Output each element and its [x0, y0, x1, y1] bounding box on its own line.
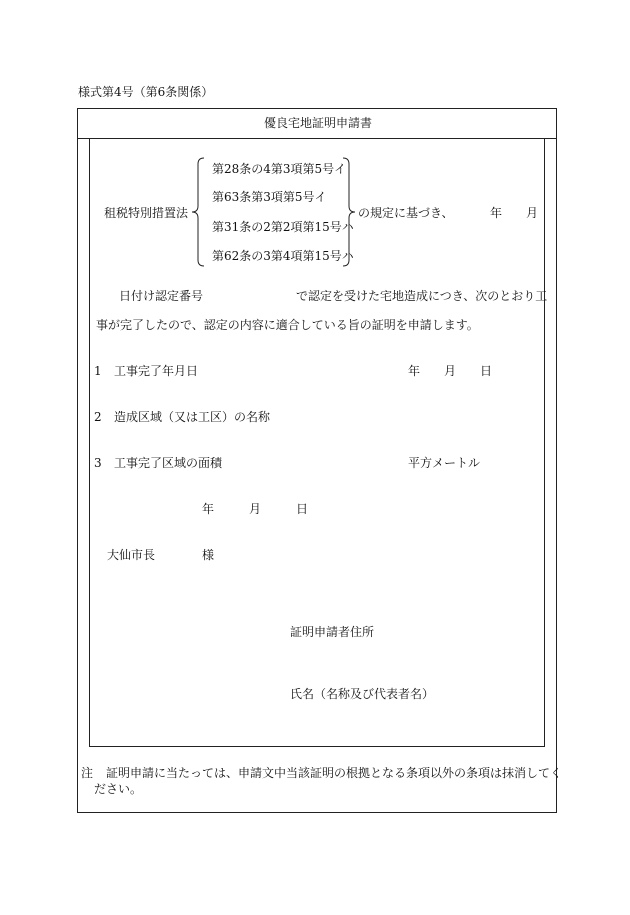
law-clause: 第63条第3項第5号イ — [212, 190, 327, 204]
applicant-address-label: 証明申請者住所 — [290, 625, 375, 639]
item-number: 3 — [94, 456, 102, 470]
law-clause: 第31条の2第2項第15号ハ — [212, 220, 354, 234]
law-clause: 第28条の4第3項第5号イ — [212, 162, 347, 176]
law-month-label: 月 — [526, 206, 539, 220]
applicant-name-label: 氏名（名称及び代表者名） — [290, 687, 435, 701]
item-year-label: 年 — [408, 364, 421, 378]
date-day-label: 日 — [296, 502, 309, 516]
law-clause: 第62条の3第4項第15号ハ — [212, 249, 354, 263]
law-name: 租税特別措置法 — [104, 206, 189, 220]
item-number: 1 — [94, 364, 102, 378]
body-line1-a: 日付け認定番号 — [119, 289, 204, 303]
date-month-label: 月 — [249, 502, 262, 516]
note-line1: 証明申請に当たっては、申請文中当該証明の根拠となる条項以外の条項は抹消してく — [106, 766, 563, 780]
item-label: 工事完了年月日 — [114, 364, 199, 378]
right-brace — [341, 158, 355, 266]
item-month-label: 月 — [444, 364, 457, 378]
law-year-label: 年 — [490, 206, 503, 220]
addressee-honorific: 様 — [202, 548, 215, 562]
left-brace — [192, 158, 206, 266]
body-line1-b: で認定を受けた宅地造成につき、次のとおり工 — [296, 289, 548, 303]
area-unit: 平方メートル — [408, 456, 481, 470]
item-label: 造成区域（又は工区）の名称 — [114, 410, 271, 424]
form-label: 様式第4号（第6条関係） — [78, 85, 214, 99]
item-day-label: 日 — [480, 364, 493, 378]
date-year-label: 年 — [202, 502, 215, 516]
note-line2: ださい。 — [94, 782, 143, 796]
law-suffix: の規定に基づき、 — [358, 206, 454, 220]
item-label: 工事完了区域の面積 — [114, 456, 223, 470]
note-mark: 注 — [81, 766, 94, 780]
page-title: 優良宅地証明申請書 — [264, 116, 373, 130]
body-line2: 事が完了したので、認定の内容に適合している旨の証明を申請します。 — [96, 318, 479, 332]
addressee-name: 大仙市長 — [107, 548, 156, 562]
item-number: 2 — [94, 410, 102, 424]
